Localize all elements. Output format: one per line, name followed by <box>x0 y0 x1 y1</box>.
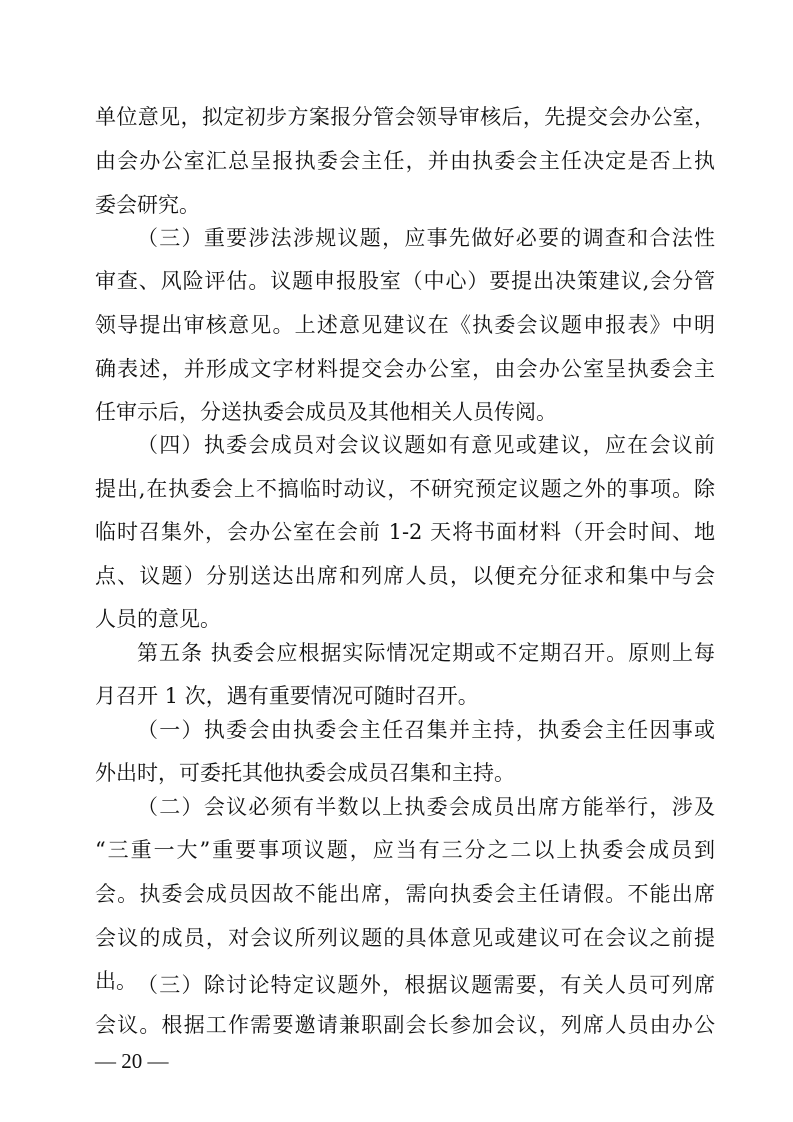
paragraph-first-line: （三）重要涉法涉规议题，应事先做好必要的调查和合法性 <box>137 226 715 250</box>
paragraph-first-line: （二）会议必须有半数以上执委会成员出席方能举行，涉及 <box>137 795 715 819</box>
body-text-line: 提出,在执委会上不搞临时动议，不研究预定议题之外的事项。除 <box>95 477 715 501</box>
paragraph-first-line: （四）执委会成员对会议议题如有意见或建议，应在会议前 <box>137 433 715 457</box>
body-text-line: 确表述，并形成文字材料提交会办公室，由会办公室呈执委会主 <box>95 357 715 381</box>
body-text-line: 会。执委会成员因故不能出席，需向执委会主任请假。不能出席 <box>95 882 715 906</box>
body-text-line: 单位意见，拟定初步方案报分管会领导审核后，先提交会办公室， <box>95 105 715 129</box>
body-text-line: 会议。根据工作需要邀请兼职副会长参加会议，列席人员由办公 <box>95 1013 715 1037</box>
page-number: — 20 — <box>95 1049 169 1073</box>
article-heading-line: 第五条 执委会应根据实际情况定期或不定期召开。原则上每 <box>137 641 715 665</box>
body-text-line: “三重一大”重要事项议题，应当有三分之二以上执委会成员到 <box>95 838 715 862</box>
body-text-line: 出。 <box>95 969 137 993</box>
paragraph-first-line: （一）执委会由执委会主任召集并主持，执委会主任因事或 <box>137 718 715 742</box>
body-text-line: 人员的意见。 <box>95 607 221 631</box>
paragraph-first-line: （三）除讨论特定议题外，根据议题需要，有关人员可列席 <box>137 973 715 997</box>
body-text-line: 由会办公室汇总呈报执委会主任，并由执委会主任决定是否上执 <box>95 149 715 173</box>
body-text-line: 点、议题）分别送达出席和列席人员，以便充分征求和集中与会 <box>95 564 715 588</box>
body-text-line: 领导提出审核意见。上述意见建议在《执委会议题申报表》中明 <box>95 313 715 337</box>
body-text-line: 审查、风险评估。议题申报股室（中心）要提出决策建议,会分管 <box>95 269 715 293</box>
body-text-line: 任审示后，分送执委会成员及其他相关人员传阅。 <box>95 400 557 424</box>
body-text-line: 会议的成员，对会议所列议题的具体意见或建议可在会议之前提 <box>95 926 715 950</box>
body-text-line: 月召开 1 次，遇有重要情况可随时召开。 <box>95 684 479 708</box>
body-text-line: 委会研究。 <box>95 193 200 217</box>
body-text-line: 外出时，可委托其他执委会成员召集和主持。 <box>95 761 515 785</box>
body-text-line: 临时召集外，会办公室在会前 1-2 天将书面材料（开会时间、地 <box>95 520 715 544</box>
